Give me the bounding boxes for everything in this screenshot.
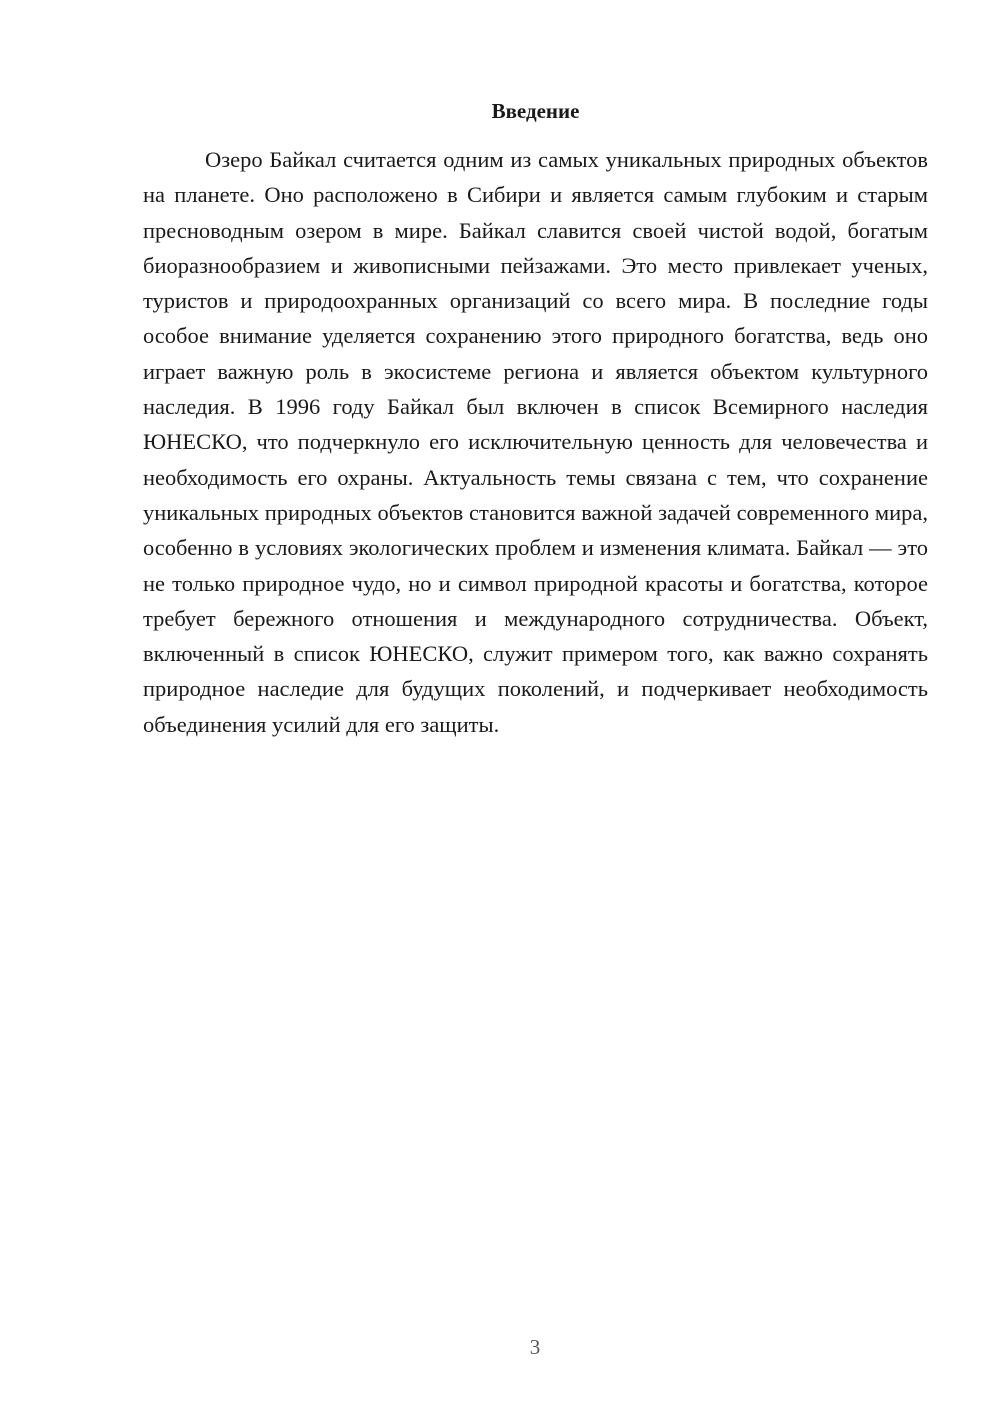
body-paragraph: Озеро Байкал считается одним из самых уникальных природных объектов на планете. Оно расположено в Сибири и является самым глубоким и старым пресноводным озером в мире. Байкал славится своей чистой водой, богатым биоразнообразием и живописными пейзажами. Это место привлекает ученых, туристов и природоохранных организаций со всего мира. В последние годы особое внимание уделяется сохранению этого природного богатства, ведь оно играет важную роль в экосистеме региона и является объектом культурного наследия. В 1996 году Байкал был включен в список Всемирного наследия ЮНЕСКО, что подчеркнуло его исключительную ценность для человечества и необходимость его охраны. Актуальность темы связана с тем, что сохранение уникальных природных объектов становится важной задачей современного мира, особенно в условиях экологических проблем и изменения климата. Байкал — это не только природное чудо, но и символ природной красоты и богатства, которое требует бережного отношения и международного сотрудничества. Объект, включенный в список ЮНЕСКО, служит примером того, как важно сохранять природное наследие для будущих поколений, и подчеркивает необходимость объединения усилий для его защиты. [143, 147, 928, 737]
page-number: 3 [529, 1335, 541, 1359]
section-heading: Введение [491, 99, 580, 123]
